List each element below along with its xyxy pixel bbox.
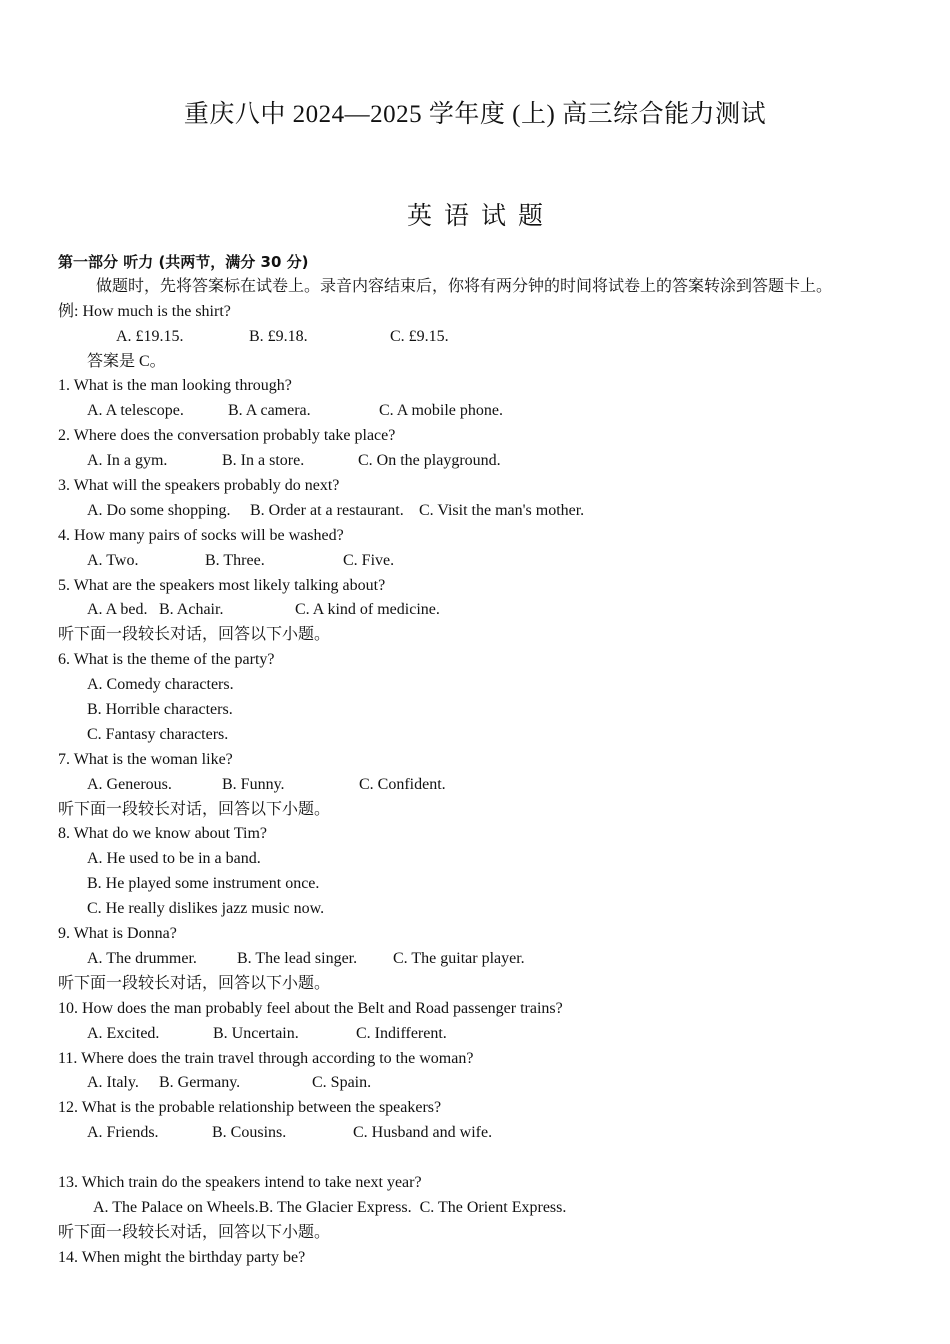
option-b: B. He played some instrument once. xyxy=(87,875,320,893)
option-c: C. Five. xyxy=(343,551,395,569)
part-heading: 第一部分 听力 (共两节，满分 30 分) xyxy=(58,253,309,271)
question-options xyxy=(58,773,898,798)
question-stem: 2. Where does the conversation probably take place? xyxy=(58,427,396,445)
option-c: C. Visit the man's mother. xyxy=(419,501,585,519)
option-a: A. Italy. xyxy=(87,1074,139,1092)
question-stem: 9. What is Donna? xyxy=(58,925,177,943)
option-b: B. Three. xyxy=(205,551,265,569)
question-options xyxy=(58,1121,898,1146)
instruction-text: 做题时，先将答案标在试卷上。录音内容结束后，你将有两分钟的时间将试卷上的答案转涂到答题卡上。 xyxy=(96,277,833,295)
option-b: B. Achair. xyxy=(159,601,224,619)
option-a: A. Excited. xyxy=(87,1024,160,1042)
option-a: A. A telescope. xyxy=(87,402,184,420)
question-options xyxy=(58,1022,898,1047)
question-stem: 8. What do we know about Tim? xyxy=(58,825,268,843)
option-c: C. A mobile phone. xyxy=(379,402,503,420)
question-stem: 11. Where does the train travel through according to the woman? xyxy=(58,1049,474,1067)
option-a: A. Generous. xyxy=(87,775,172,793)
option-a: A. A bed. xyxy=(87,601,148,619)
question-stem: 14. When might the birthday party be? xyxy=(58,1248,306,1266)
option-a: A. The drummer. xyxy=(87,949,197,967)
question-options xyxy=(58,399,898,424)
question-options xyxy=(58,1196,898,1221)
option-a: A. Friends. xyxy=(87,1124,159,1142)
option-a: A. He used to be in a band. xyxy=(87,850,261,868)
question-options xyxy=(58,598,898,623)
option-b: B. Funny. xyxy=(222,775,285,793)
blank-line xyxy=(58,1146,898,1171)
option-c: C. A kind of medicine. xyxy=(295,601,440,619)
question-stem: 7. What is the woman like? xyxy=(58,750,233,768)
example-question: 例: How much is the shirt? xyxy=(58,302,231,320)
example-option-c: C. £9.15. xyxy=(390,327,449,345)
option-c: C. He really dislikes jazz music now. xyxy=(87,900,325,918)
example-option-b: B. £9.18. xyxy=(249,327,308,345)
question-stem: 4. How many pairs of socks will be washed? xyxy=(58,526,344,544)
dialogue-note: 听下面一段较长对话，回答以下小题。 xyxy=(58,800,331,818)
dialogue-note: 听下面一段较长对话，回答以下小题。 xyxy=(58,974,331,992)
question-stem: 6. What is the theme of the party? xyxy=(58,651,275,669)
option-c: C. On the playground. xyxy=(358,452,501,470)
option-c: C. The guitar player. xyxy=(393,949,525,967)
option-b: B. Uncertain. xyxy=(213,1024,299,1042)
option-b: B. Horrible characters. xyxy=(87,701,233,719)
option-c: C. Confident. xyxy=(359,775,446,793)
example-options xyxy=(58,325,898,350)
question-stem: 1. What is the man looking through? xyxy=(58,377,292,395)
exam-content xyxy=(58,250,898,1271)
option-b: B. Cousins. xyxy=(212,1124,287,1142)
subject-title: 英语试题 xyxy=(406,203,555,230)
option-a: A. Two. xyxy=(87,551,139,569)
option-c: C. Husband and wife. xyxy=(353,1124,493,1142)
option-b: B. A camera. xyxy=(228,402,311,420)
question-options xyxy=(58,499,898,524)
question-options xyxy=(58,549,898,574)
option-b: B. In a store. xyxy=(222,452,305,470)
question-stem: 3. What will the speakers probably do next? xyxy=(58,477,340,495)
option-c: C. Fantasy characters. xyxy=(87,725,229,743)
option-a: A. Do some shopping. xyxy=(87,501,231,519)
question-options xyxy=(58,449,898,474)
option-c: C. Spain. xyxy=(312,1074,372,1092)
question-stem: 13. Which train do the speakers intend to take next year? xyxy=(58,1173,422,1191)
option-b: B. The Glacier Express. xyxy=(258,1198,412,1216)
option-c: C. Indifferent. xyxy=(356,1024,447,1042)
dialogue-note: 听下面一段较长对话，回答以下小题。 xyxy=(58,1223,331,1241)
option-a: A. In a gym. xyxy=(87,452,168,470)
dialogue-note: 听下面一段较长对话，回答以下小题。 xyxy=(58,626,331,644)
question-options xyxy=(58,947,898,972)
exam-title: 重庆八中 2024—2025 学年度 (上) 高三综合能力测试 xyxy=(183,101,767,128)
question-stem: 12. What is the probable relationship between the speakers? xyxy=(58,1099,442,1117)
option-c: C. The Orient Express. xyxy=(419,1198,567,1216)
question-stem: 5. What are the speakers most likely talking about? xyxy=(58,576,386,594)
option-b: B. Order at a restaurant. xyxy=(250,501,404,519)
option-b: B. Germany. xyxy=(159,1074,241,1092)
option-a: A. Comedy characters. xyxy=(87,676,234,694)
question-options xyxy=(58,1071,898,1096)
option-b: B. The lead singer. xyxy=(237,949,358,967)
example-answer: 答案是 C。 xyxy=(87,352,166,370)
example-option-a: A. £19.15. xyxy=(116,327,184,345)
option-a: A. The Palace on Wheels. xyxy=(93,1198,259,1216)
question-stem: 10. How does the man probably feel about the Belt and Road passenger trains? xyxy=(58,999,563,1017)
